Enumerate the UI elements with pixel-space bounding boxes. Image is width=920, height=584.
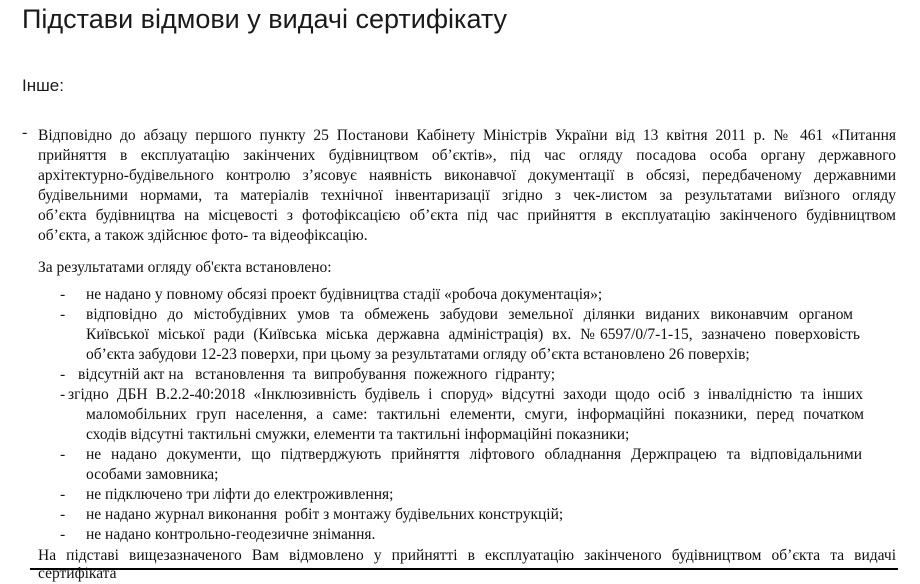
list-item: не надано контрольно-геодезичне знімання. [86,526,376,543]
item-dash: - [60,446,66,463]
paragraph-line: об’єкта, а також здійснює фото- та відеофіксацію. [38,227,368,244]
paragraph-line: архітектурно-будівельного контролю з’ясовує наявність виконавчої документації в обсязі, передбаченому державними [38,167,896,184]
list-item: згідно ДБН В.2.2-40:2018 «Інклюзивність будівель і споруд» відсутні заходи щодо осіб з інвалідністю та інших [68,386,863,403]
item-dash: - [60,486,66,503]
section-label: Інше: [22,76,64,95]
list-item-line: сходів відсутні тактильні смужки, елементи та тактильні інформаційні показники; [86,426,630,443]
list-item-line: об’єкта забудови 12-23 поверхи, при цьому за результатами огляду об’єкта встановлено 26 поверхів; [86,346,750,363]
paragraph-line: Відповідно до абзацу першого пункту 25 Постанови Кабінету Міністрів України від 13 квітня 2011 р. № 461 «Питання [38,127,896,144]
list-item: не надано у повному обсязі проект будівництва стадії «робоча документація»; [86,286,603,303]
conclusion-line: сертифіката [38,565,117,582]
list-item: відсутній акт на встановлення та випробування пожежного гідранту; [78,366,556,383]
list-item: не надано документи, що підтверджують прийняття ліфтового обладнання Держпрацею та відповідальними [86,446,862,463]
item-dash: - [60,526,66,543]
results-intro: За результатами огляду об'єкта встановлено: [38,259,332,276]
paragraph-line: прийняття в експлуатацію закінчених будівництвом об’єктів», під час огляду посадова особа органу державного [38,147,896,164]
list-item: відповідно до містобудівних умов та обмежень забудови земельної ділянки виданих виконавчим органом [86,306,853,323]
conclusion-line: На підставі вищезазначеного Вам відмовлено у прийнятті в експлуатацію закінченого будівництвом об’єкта та видачі [38,547,896,564]
paragraph-line: будівельними нормами, та матеріалів технічної інвентаризації згідно з чек-листом за результатами виїзного огляду [38,187,896,204]
bullet-marker: - [22,124,28,141]
item-dash: - [60,286,66,303]
item-dash: - [60,366,66,383]
list-item-line: Київської міської ради (Київська міська державна адміністрація) вх. №6597/0/7-1-15, зазначено поверховість [86,326,860,343]
list-item-line: особами замовника; [86,466,219,483]
list-item: не підключено три ліфти до електроживлення; [86,486,394,503]
main-paragraph [38,126,896,246]
item-dash: - [60,306,66,323]
list-item: не надано журнал виконання робіт з монтажу будівельних конструкцій; [86,506,564,523]
list-item-line: маломобільних груп населення, а саме: тактильні елементи, смуги, інформаційні показники, перед початком [86,406,864,423]
page-title: Підстави відмови у видачі сертифікату [22,4,508,34]
paragraph-line: об’єкта будівництва на місцевості з фотофіксацією об’єкта під час прийняття в експлуатацію закінченого будівництвом [38,207,896,224]
underline-divider [30,568,898,570]
item-dash: - [60,506,66,523]
item-dash: - [60,386,66,403]
